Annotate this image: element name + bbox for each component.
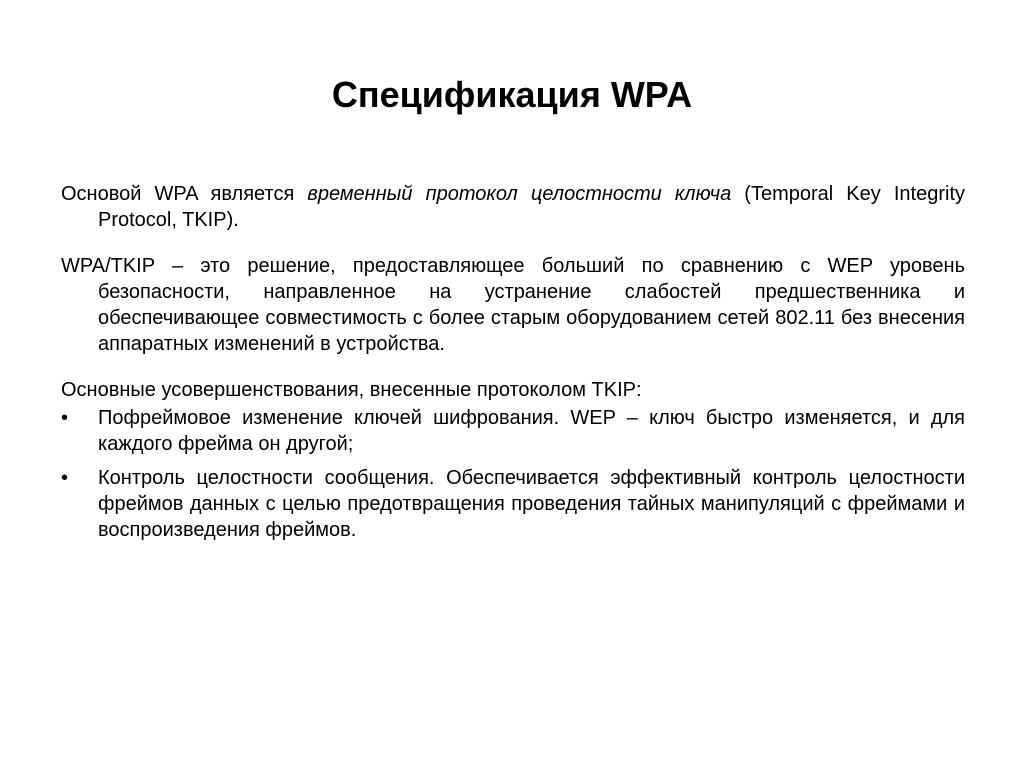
bullet-marker: • bbox=[61, 407, 69, 429]
paragraph-wpa-basis bbox=[61, 181, 965, 233]
paragraph-wpa-basis-emphasis: временный протокол целостности ключа bbox=[307, 183, 732, 205]
paragraph-wpa-basis-tail: (Temporal Key Integrity Protocol, TKIP). bbox=[98, 183, 965, 231]
bullet-text: Пофреймовое изменение ключей шифрования. WEP – ключ быстро изменяется, и для каждого фрейма он другой; bbox=[98, 407, 965, 455]
bullet-marker: • bbox=[61, 467, 69, 489]
bullet-item bbox=[61, 405, 965, 457]
slide-body bbox=[61, 181, 965, 551]
bullet-item bbox=[61, 465, 965, 543]
slide-title: Спецификация WPA bbox=[331, 74, 693, 115]
paragraph-wpa-tkip: WPA/TKIP – это решение, предоставляющее больший по сравнению с WEP уровень безопасности, направленное на устранение слабостей предшественника и обеспечивающее совместимость с более старым оборудованием сетей 802.11 без внесения аппаратных изменений в устройства. bbox=[61, 255, 965, 355]
paragraph-improvements-intro: Основные усовершенствования, внесенные протоколом TKIP: bbox=[61, 379, 642, 401]
paragraph-wpa-basis-lead: Основой WPA является bbox=[61, 183, 308, 205]
bullet-text: Контроль целостности сообщения. Обеспечивается эффективный контроль целостности фреймов данных с целью предотвращения проведения тайных манипуляций с фреймами и воспроизведения фреймов. bbox=[98, 467, 965, 541]
